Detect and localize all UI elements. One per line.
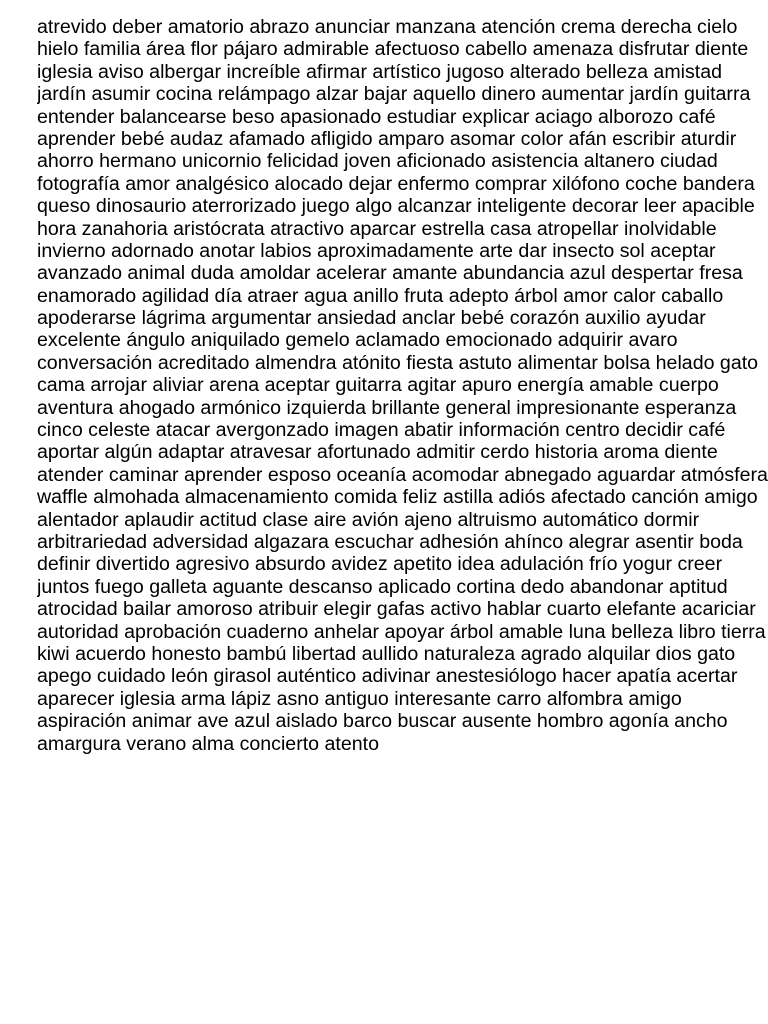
text-line: kiwi acuerdo honesto bambú libertad aullido naturaleza agrado alquilar dios gato xyxy=(37,642,736,665)
text-line: excelente ángulo aniquilado gemelo aclamado emocionado adquirir avaro xyxy=(37,329,678,352)
text-line: avanzado animal duda amoldar acelerar amante abundancia azul despertar fresa xyxy=(37,262,743,285)
text-line: entender balancearse beso apasionado estudiar explicar aciago alborozo café xyxy=(37,105,716,128)
word-paragraph xyxy=(37,16,768,755)
text-line: ahorro hermano unicornio felicidad joven aficionado asistencia altanero ciudad xyxy=(37,150,718,173)
text-line: apoderarse lágrima argumentar ansiedad anclar bebé corazón auxilio ayudar xyxy=(37,307,706,330)
text-line: invierno adornado anotar labios aproximadamente arte dar insecto sol aceptar xyxy=(37,239,716,262)
text-line: arbitrariedad adversidad algazara escuchar adhesión ahínco alegrar asentir boda xyxy=(37,530,743,553)
text-line: aportar algún adaptar atravesar afortunado admitir cerdo historia aroma diente xyxy=(37,441,718,464)
text-line: conversación acreditado almendra atónito fiesta astuto alimentar bolsa helado gato xyxy=(37,351,759,374)
text-line: amargura verano alma concierto atento xyxy=(37,732,379,755)
text-line: fotografía amor analgésico alocado dejar enfermo comprar xilófono coche bandera xyxy=(37,172,755,195)
text-line: atrocidad bailar amoroso atribuir elegir gafas activo hablar cuarto elefante acariciar xyxy=(37,598,756,621)
text-line: queso dinosaurio aterrorizado juego algo alcanzar inteligente decorar leer apacible xyxy=(37,195,755,218)
text-line: alentador aplaudir actitud clase aire avión ajeno altruismo automático dormir xyxy=(37,508,700,531)
text-line: aventura ahogado armónico izquierda brillante general impresionante esperanza xyxy=(37,396,737,419)
text-line: aspiración animar ave azul aislado barco buscar ausente hombro agonía ancho xyxy=(37,710,728,733)
text-line: aparecer iglesia arma lápiz asno antiguo interesante carro alfombra amigo xyxy=(37,687,682,710)
text-line: atrevido deber amatorio abrazo anunciar manzana atención crema derecha cielo xyxy=(37,16,738,38)
text-line: iglesia aviso albergar increíble afirmar artístico jugoso alterado belleza amistad xyxy=(37,60,723,83)
text-line: jardín asumir cocina relámpago alzar bajar aquello dinero aumentar jardín guitarra xyxy=(37,83,751,106)
text-line: enamorado agilidad día atraer agua anillo fruta adepto árbol amor calor caballo xyxy=(37,284,724,307)
text-line: atender caminar aprender esposo oceanía acomodar abnegado aguardar atmósfera xyxy=(37,463,768,486)
text-line: cinco celeste atacar avergonzado imagen abatir información centro decidir café xyxy=(37,419,726,442)
text-line: juntos fuego galleta aguante descanso aplicado cortina dedo abandonar aptitud xyxy=(37,575,728,598)
text-line: autoridad aprobación cuaderno anhelar apoyar árbol amable luna belleza libro tierra xyxy=(37,620,766,643)
text-line: waffle almohada almacenamiento comida feliz astilla adiós afectado canción amigo xyxy=(37,486,758,509)
text-line: cama arrojar aliviar arena aceptar guitarra agitar apuro energía amable cuerpo xyxy=(37,374,719,397)
text-line: hora zanahoria aristócrata atractivo aparcar estrella casa atropellar inolvidable xyxy=(37,217,717,240)
text-line: apego cuidado león girasol auténtico adivinar anestesiólogo hacer apatía acertar xyxy=(37,665,738,688)
text-line: aprender bebé audaz afamado afligido amparo asomar color afán escribir aturdir xyxy=(37,127,737,150)
text-line: hielo familia área flor pájaro admirable afectuoso cabello amenaza disfrutar diente xyxy=(37,38,749,61)
text-line: definir divertido agresivo absurdo avidez apetito idea adulación frío yogur creer xyxy=(37,553,723,576)
